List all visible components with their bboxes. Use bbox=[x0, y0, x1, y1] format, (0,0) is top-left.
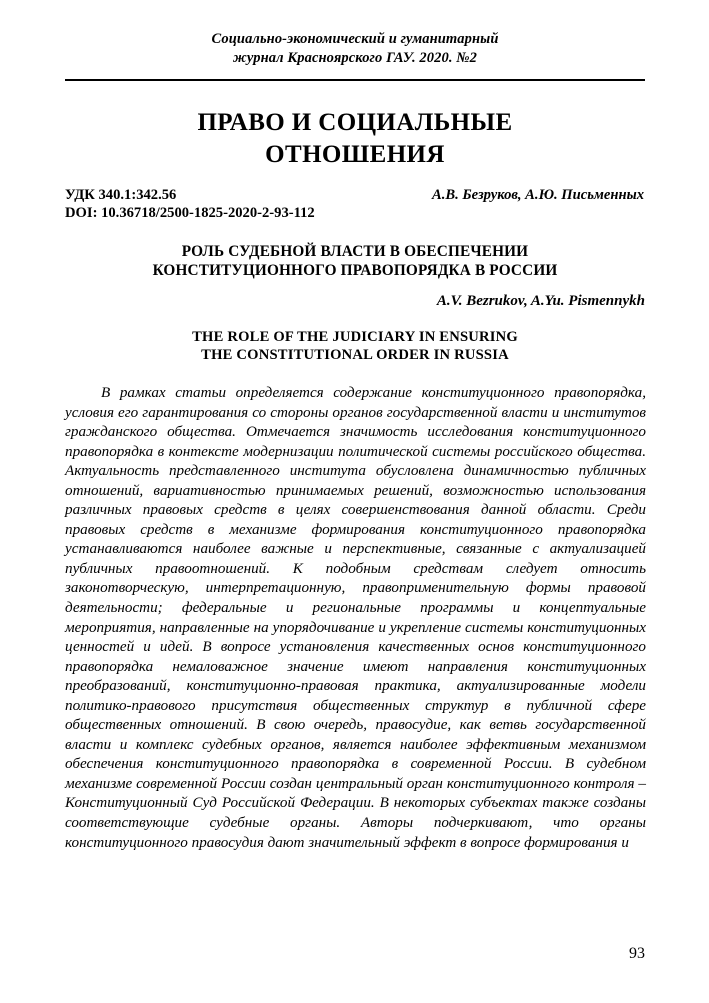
running-head bbox=[65, 30, 645, 68]
article-title-russian bbox=[65, 242, 645, 280]
article-title-russian-line-1: РОЛЬ СУДЕБНОЙ ВЛАСТИ В ОБЕСПЕЧЕНИИ bbox=[181, 243, 529, 260]
section-heading-line-2: ОТНОШЕНИЯ bbox=[265, 141, 445, 168]
abstract-block bbox=[65, 383, 646, 852]
identifiers-block bbox=[65, 186, 645, 222]
section-heading-line-1: ПРАВО И СОЦИАЛЬНЫЕ bbox=[197, 109, 513, 136]
article-title-russian-line-2: КОНСТИТУЦИОННОГО ПРАВОПОРЯДКА В РОССИИ bbox=[152, 262, 558, 279]
page-number: 93 bbox=[629, 945, 645, 962]
header-divider-rule bbox=[65, 79, 645, 81]
authors-english: A.V. Bezrukov, A.Yu. Pismennykh bbox=[436, 293, 645, 309]
running-head-line-1: Социально-экономический и гуманитарный bbox=[211, 31, 499, 47]
article-title-english-line-2: THE CONSTITUTIONAL ORDER IN RUSSIA bbox=[201, 347, 509, 363]
section-heading bbox=[65, 107, 645, 171]
udk-authors-row bbox=[65, 186, 645, 204]
doi-code: DOI: 10.36718/2500-1825-2020-2-93-112 bbox=[65, 205, 315, 221]
abstract-paragraph: В рамках статьи определяется содержание конституционного правопорядка, условия его гарантирования со стороны органов государственной власти и институтов гражданского общества. Отмечается значимость исследования конституционного правопорядка в контексте модернизации политической системы российского общества. Актуальность представленного института обусловлена динамичностью публичных отношений, вариативностью принимаемых решений, возможностью использования различных правовых средств в целях совершенствования данной области. Среди правовых средств в механизме формирования конституционного правопорядка устанавливаются наиболее важные и перспективные, связанные с актуализацией публичных правоотношений. К подобным средствам следует относить законотворческую, интерпретационную, правоприменительную формы правовой деятельности; федеральные и региональные программы и концептуальные мероприятия, направленные на упорядочивание и укрепление системы конституционных ценностей и идей. В вопросе установления качественных основ конституционного правопорядка немаловажное значение имеют направления конституционных преобразований, конституционно-правовая практика, актуализированные модели политико-правового присутствия общественных структур в публичной сфере общественных отношений. В свою очередь, правосудие, как ветвь государственной власти и комплекс судебных органов, является наиболее эффективным механизмом обеспечения конституционного правопорядка в современной России. В судебном механизме современной России создан центральный орган конституционного контроля – Конституционный Суд Российской Федерации. В некоторых субъектах также созданы соответствующие судебные органы. Авторы подчеркивают, что органы конституционного правосудия дают значительный эффект в вопросе формирования и bbox=[65, 384, 646, 851]
article-title-english-line-1: THE ROLE OF THE JUDICIARY IN ENSURING bbox=[192, 329, 518, 345]
udk-code: УДК 340.1:342.56 bbox=[65, 187, 177, 203]
article-title-english bbox=[65, 328, 645, 364]
running-head-line-2: журнал Красноярского ГАУ. 2020. №2 bbox=[233, 50, 477, 66]
authors-russian: А.В. Безруков, А.Ю. Письменных bbox=[431, 187, 644, 203]
